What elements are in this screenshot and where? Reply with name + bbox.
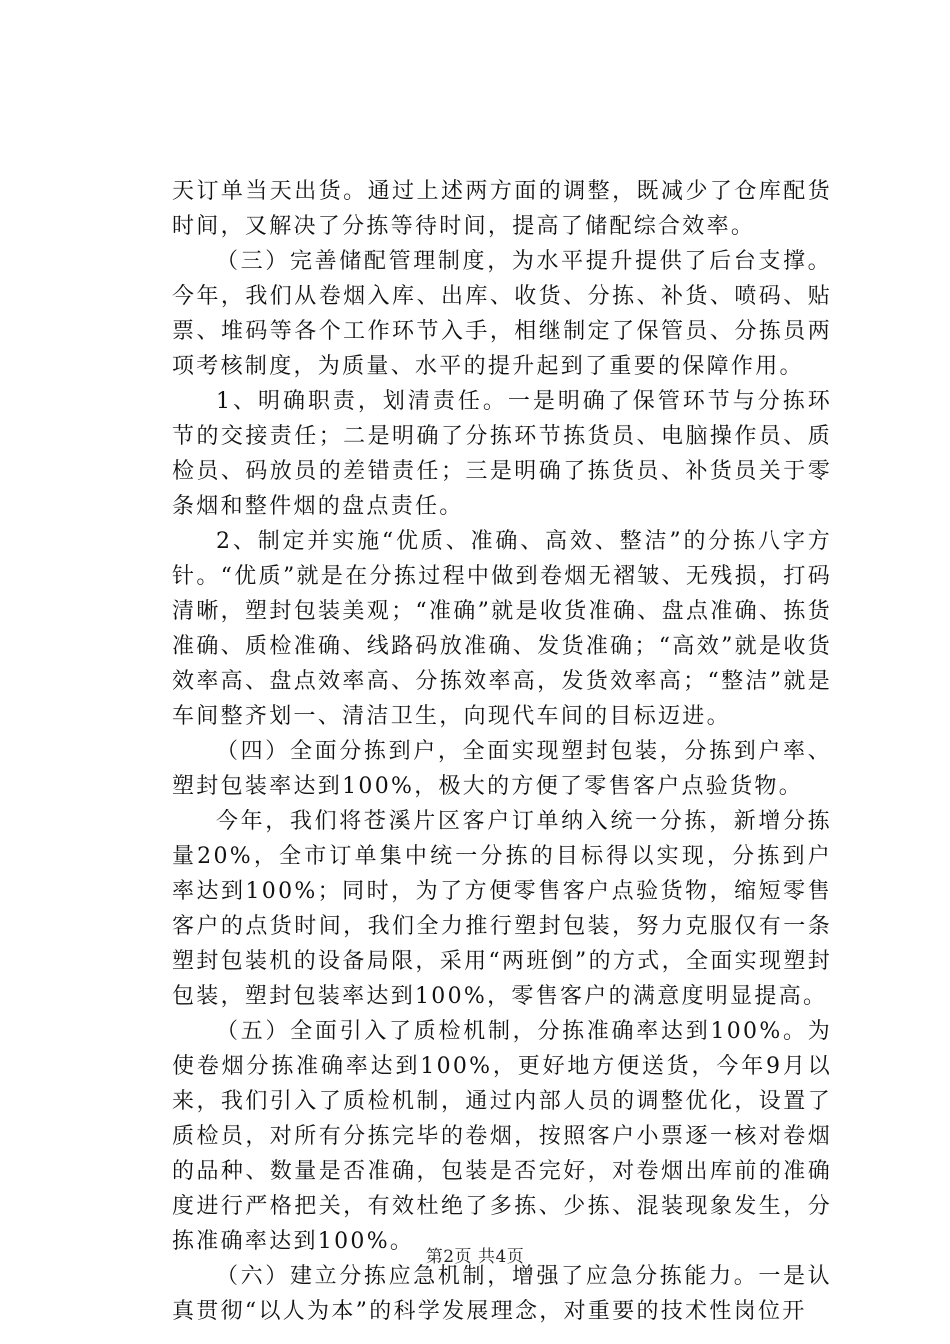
paragraph-section-6: （六）建立分拣应急机制，增强了应急分拣能力。一是认真贯彻“以人为本”的科学发展理念，对重要的技术性岗位开 [172, 1264, 832, 1324]
paragraph-item-2: 2、制定并实施“优质、准确、高效、整洁”的分拣八字方针。“优质”就是在分拣过程中做到卷烟无褶皱、无残损，打码清晰，塑封包装美观；“准确”就是收货准确、盘点准确、拣货准确、质检准确、线路码放准确、发货准确；“高效”就是收货效率高、盘点效率高、分拣效率高，发货效率高；“整洁”就是车间整齐划一、清洁卫生，向现代车间的目标迈进。 [172, 529, 832, 729]
paragraph-continuation: 天订单当天出货。通过上述两方面的调整，既减少了仓库配货时间，又解决了分拣等待时间，提高了储配综合效率。 [172, 179, 832, 239]
document-body [172, 174, 832, 1329]
paragraph-section-4: （四）全面分拣到户，全面实现塑封包装，分拣到户率、塑封包装率达到100%，极大的方便了零售客户点验货物。 [172, 739, 832, 799]
paragraph-item-1: 1、明确职责，划清责任。一是明确了保管环节与分拣环节的交接责任；二是明确了分拣环节拣货员、电脑操作员、质检员、码放员的差错责任；三是明确了拣货员、补货员关于零条烟和整件烟的盘点责任。 [172, 389, 832, 519]
page-number-label: 第2页 共4页 [425, 1247, 525, 1267]
paragraph-section-4-detail: 今年，我们将苍溪片区客户订单纳入统一分拣，新增分拣量20%，全市订单集中统一分拣的目标得以实现，分拣到户率达到100%；同时，为了方便零售客户点验货物，缩短零售客户的点货时间，我们全力推行塑封包装，努力克服仅有一条塑封包装机的设备局限，采用“两班倒”的方式，全面实现塑封包装，塑封包装率达到100%，零售客户的满意度明显提高。 [172, 809, 832, 1009]
page-footer [0, 1242, 950, 1267]
paragraph-section-3: （三）完善储配管理制度，为水平提升提供了后台支撑。今年，我们从卷烟入库、出库、收货、分拣、补货、喷码、贴票、堆码等各个工作环节入手，相继制定了保管员、分拣员两项考核制度，为质量、水平的提升起到了重要的保障作用。 [172, 249, 832, 379]
paragraph-section-5: （五）全面引入了质检机制，分拣准确率达到100%。为使卷烟分拣准确率达到100%，更好地方便送货，今年9月以来，我们引入了质检机制，通过内部人员的调整优化，设置了质检员，对所有分拣完毕的卷烟，按照客户小票逐一核对卷烟的品种、数量是否准确，包装是否完好，对卷烟出库前的准确度进行严格把关，有效杜绝了多拣、少拣、混装现象发生，分拣准确率达到100%。 [172, 1019, 832, 1254]
